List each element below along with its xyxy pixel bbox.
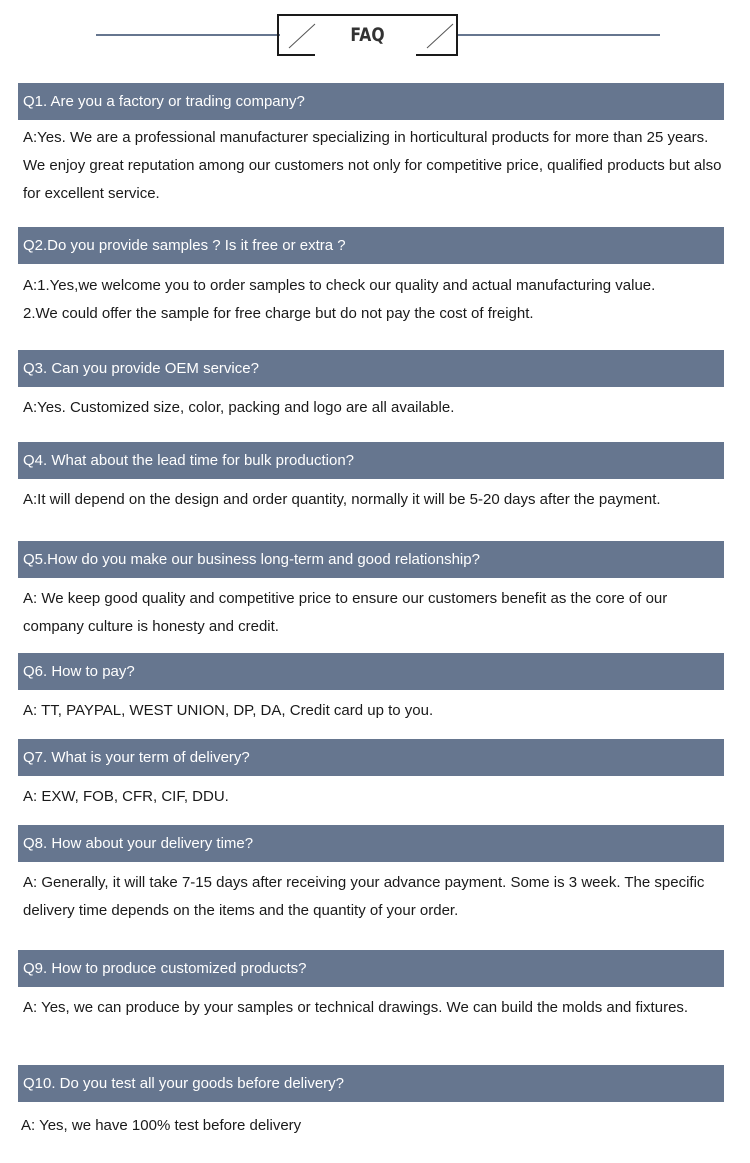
faq-question-1: Q1. Are you a factory or trading company? xyxy=(18,83,724,120)
faq-answer-5: A: We keep good quality and competitive price to ensure our customers benefit as the core of our company culture is honesty and credit. xyxy=(23,590,668,635)
faq-question-7: Q7. What is your term of delivery? xyxy=(18,739,724,776)
faq-question-3: Q3. Can you provide OEM service? xyxy=(18,350,724,387)
faq-answer-2-line-2: 2.We could offer the sample for free charge but do not pay the cost of freight. xyxy=(23,305,534,322)
faq-question-9: Q9. How to produce customized products? xyxy=(18,950,724,987)
header-rule-left xyxy=(96,34,280,36)
header-rule-right xyxy=(456,34,660,36)
faq-question-5: Q5.How do you make our business long-term and good relationship? xyxy=(18,541,724,578)
faq-question-8: Q8. How about your delivery time? xyxy=(18,825,724,862)
faq-question-10: Q10. Do you test all your goods before delivery? xyxy=(18,1065,724,1102)
faq-header xyxy=(0,0,750,70)
faq-answer-7: A: EXW, FOB, CFR, CIF, DDU. xyxy=(23,788,229,805)
faq-answer-6: A: TT, PAYPAL, WEST UNION, DP, DA, Credit card up to you. xyxy=(23,702,434,719)
faq-answer-9: A: Yes, we can produce by your samples or technical drawings. We can build the molds and fixtures. xyxy=(23,999,689,1016)
faq-answer-2-line-1: A:1.Yes,we welcome you to order samples to check our quality and actual manufacturing value. xyxy=(23,277,656,294)
faq-answer-8: A: Generally, it will take 7-15 days after receiving your advance payment. Some is 3 week. The specific delivery time depends on the items and the quantity of your order. xyxy=(23,874,705,919)
faq-answer-3: A:Yes. Customized size, color, packing and logo are all available. xyxy=(23,399,455,416)
faq-answer-1: A:Yes. We are a professional manufacturer specializing in horticultural products for more than 25 years. We enjoy great reputation among our customers not only for competitive price, qualified products but also for excellent service. xyxy=(23,129,722,202)
page-title: FAQ xyxy=(350,24,385,46)
faq-answer-10: A: Yes, we have 100% test before delivery xyxy=(21,1117,302,1134)
faq-answer-4: A:It will depend on the design and order quantity, normally it will be 5-20 days after the payment. xyxy=(23,491,661,508)
header-title-frame xyxy=(277,14,458,56)
faq-question-4: Q4. What about the lead time for bulk production? xyxy=(18,442,724,479)
faq-question-2: Q2.Do you provide samples ? Is it free or extra ? xyxy=(18,227,724,264)
faq-question-6: Q6. How to pay? xyxy=(18,653,724,690)
